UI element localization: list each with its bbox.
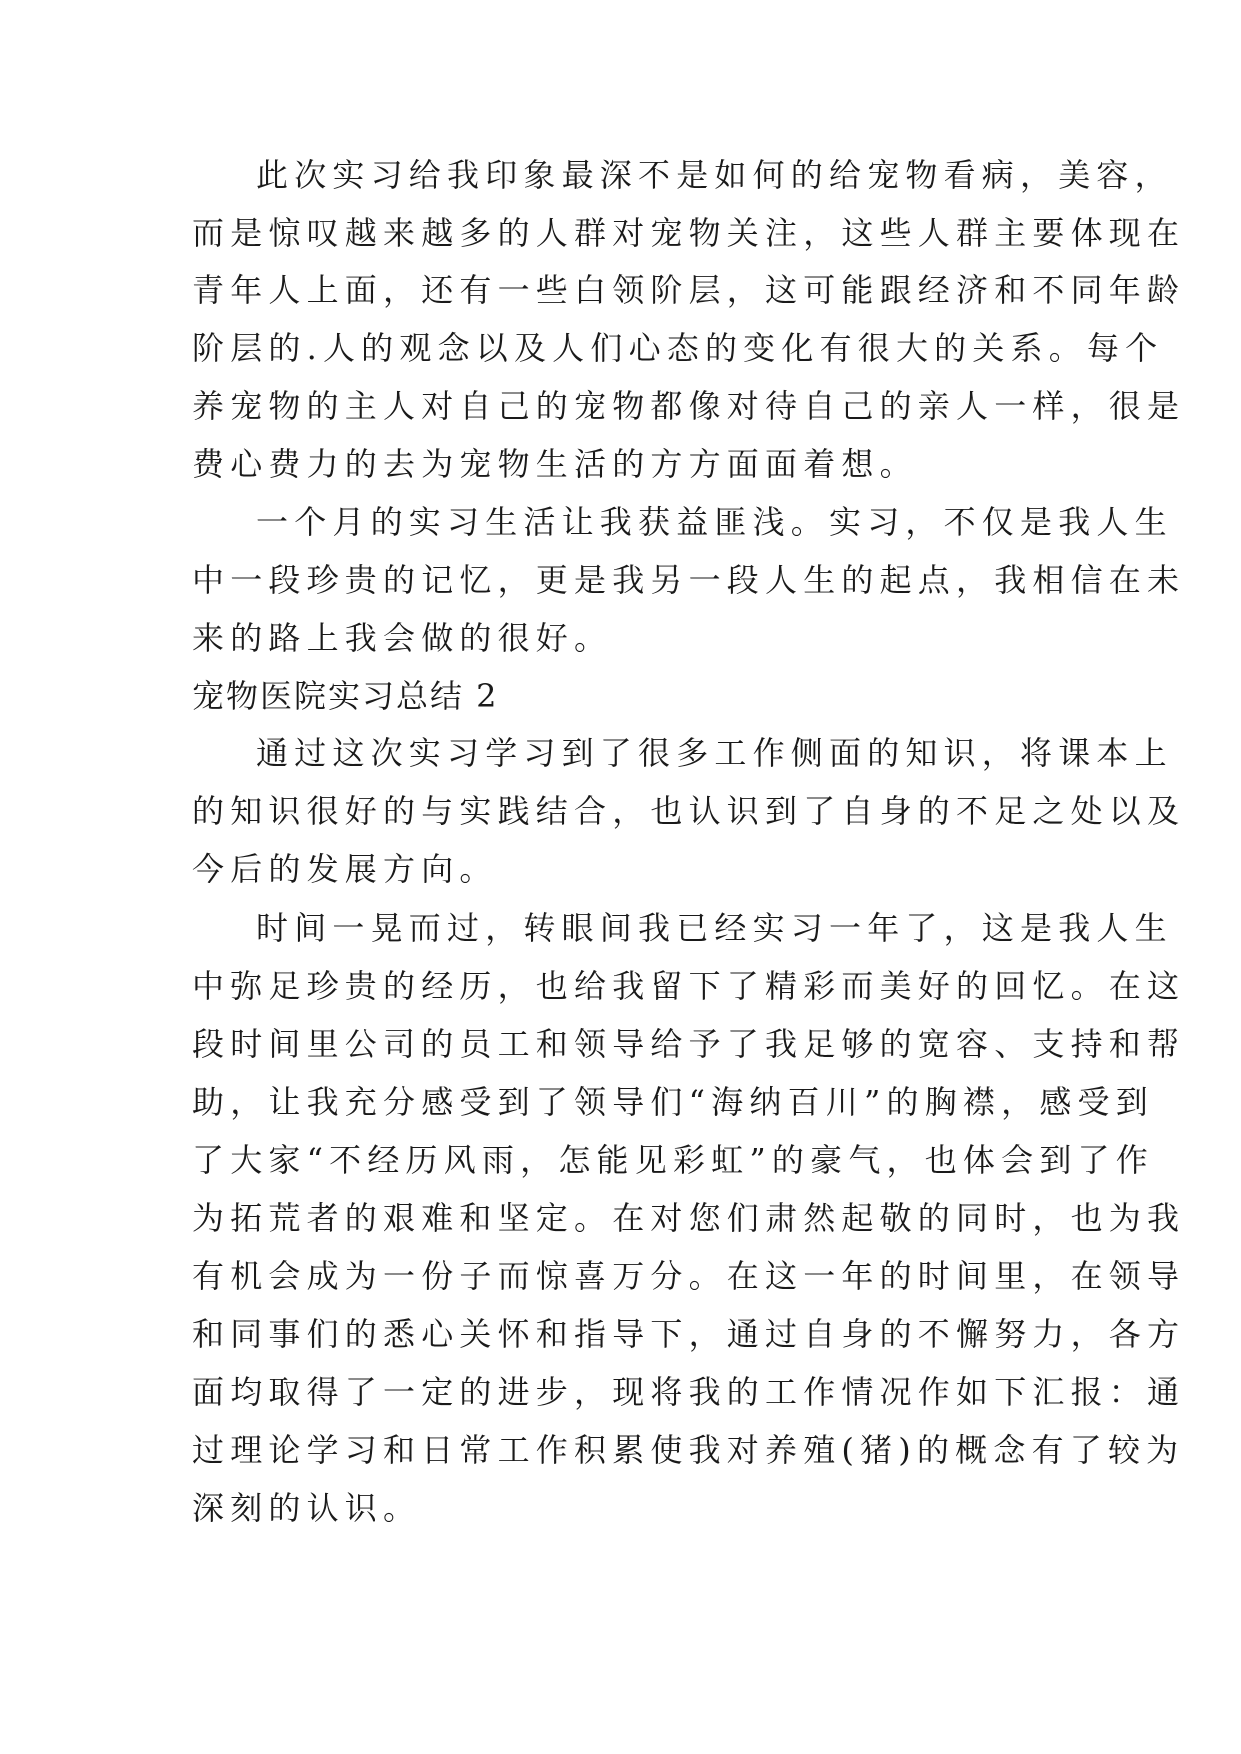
text-line: 和同事们的悉心关怀和指导下，通过自身的不懈努力，各方 — [192, 1315, 1186, 1353]
text-line: 的知识很好的与实践结合，也认识到了自身的不足之处以及 — [192, 792, 1186, 830]
text-line: 中弥足珍贵的经历，也给我留下了精彩而美好的回忆。在这 — [192, 967, 1186, 1005]
text-line: 过理论学习和日常工作积累使我对养殖(猪)的概念有了较为 — [192, 1431, 1185, 1469]
text-line: 而是惊叹越来越多的人群对宠物关注，这些人群主要体现在 — [192, 214, 1186, 252]
text-line: 阶层的.人的观念以及人们心态的变化有很大的关系。每个 — [192, 329, 1164, 367]
text-line: 了大家“不经历风雨，怎能见彩虹”的豪气，也体会到了作 — [192, 1141, 1154, 1179]
text-line: 时间一晃而过，转眼间我已经实习一年了，这是我人生 — [256, 909, 1173, 947]
text-line: 中一段珍贵的记忆，更是我另一段人生的起点，我相信在未 — [192, 561, 1186, 599]
text-line: 有机会成为一份子而惊喜万分。在这一年的时间里，在领导 — [192, 1257, 1186, 1295]
text-line: 为拓荒者的艰难和坚定。在对您们肃然起敬的同时，也为我 — [192, 1199, 1186, 1237]
text-line: 段时间里公司的员工和领导给予了我足够的宽容、支持和帮 — [192, 1025, 1186, 1063]
text-line: 青年人上面，还有一些白领阶层，这可能跟经济和不同年龄 — [192, 271, 1186, 309]
text-line: 今后的发展方向。 — [192, 850, 498, 888]
text-line: 养宠物的主人对自己的宠物都像对待自己的亲人一样，很是 — [192, 387, 1186, 425]
text-line: 此次实习给我印象最深不是如何的给宠物看病，美容， — [256, 156, 1173, 194]
text-line: 助，让我充分感受到了领导们“海纳百川”的胸襟，感受到 — [192, 1083, 1154, 1121]
text-line: 一个月的实习生活让我获益匪浅。实习，不仅是我人生 — [256, 503, 1173, 541]
section-heading: 宠物医院实习总结 2 — [192, 677, 499, 715]
text-line: 费心费力的去为宠物生活的方方面面着想。 — [192, 445, 918, 483]
text-line: 面均取得了一定的进步，现将我的工作情况作如下汇报：通 — [192, 1373, 1186, 1411]
text-line: 深刻的认识。 — [192, 1489, 422, 1527]
text-line: 来的路上我会做的很好。 — [192, 619, 613, 657]
text-line: 通过这次实习学习到了很多工作侧面的知识，将课本上 — [256, 734, 1173, 772]
